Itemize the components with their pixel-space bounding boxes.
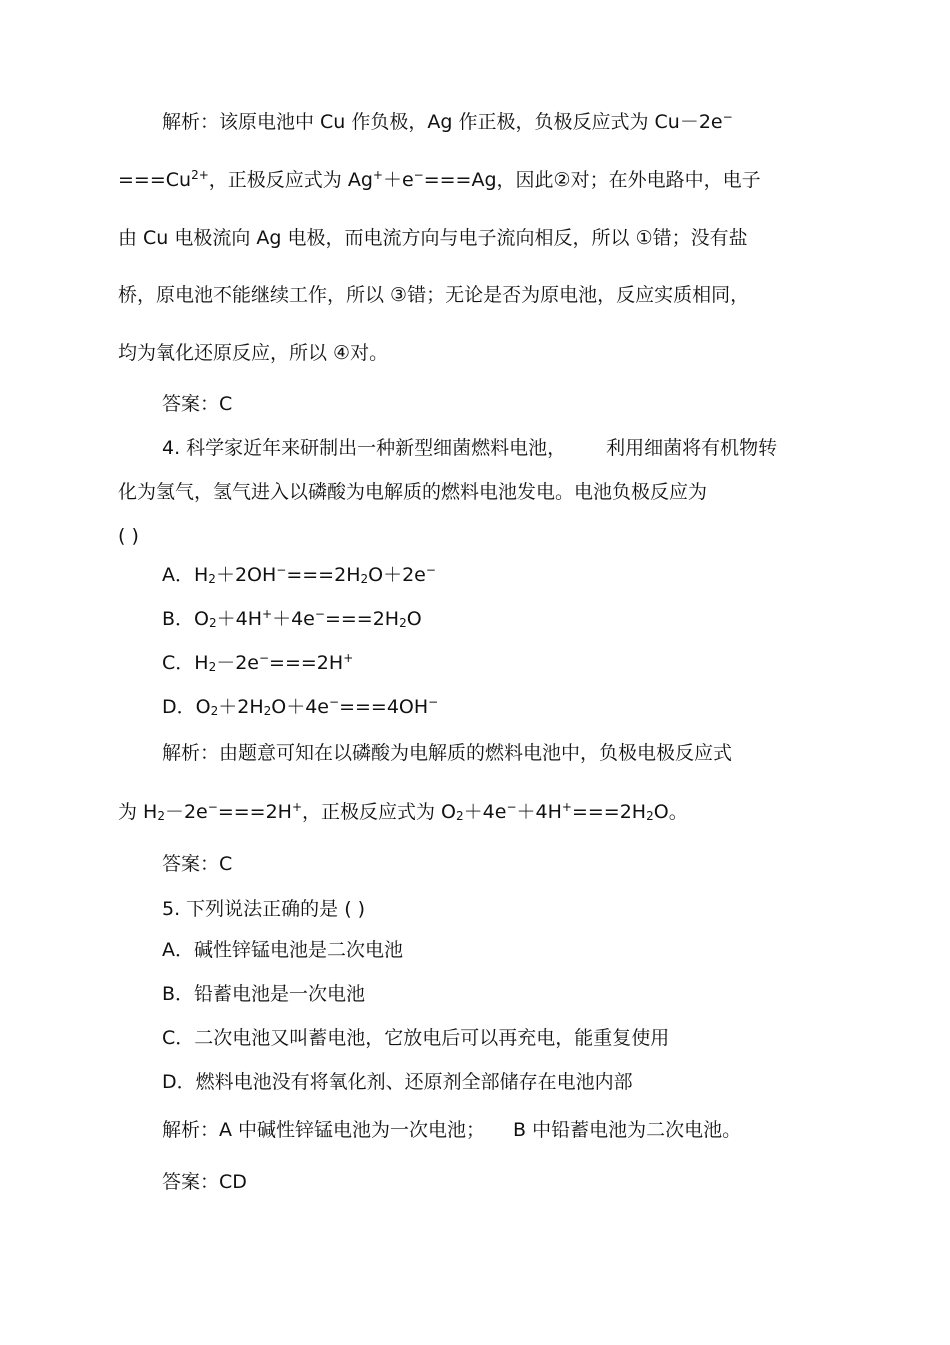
text-run: ===2H [217,801,292,823]
subscript: 2 [208,572,216,586]
text-run: ===2H [571,801,647,823]
subscript: 2 [157,809,165,823]
text-run: O。 [653,801,688,823]
analysis-line: 由 Cu 电极流向 Ag 电极，而电流方向与电子流向相反，所以 ①错；没有盐 [118,227,748,249]
text-run: 为 H [118,801,158,823]
analysis-line: 均为氧化还原反应，所以 ④对。 [118,342,389,364]
analysis-line [118,168,761,192]
option-c: C．二次电池又叫蓄电池，它放电后可以再充电，能重复使用 [162,1027,670,1049]
text-run: O＋2e [368,564,426,586]
text-run: ＋4e [272,608,315,630]
analysis-line [162,1118,741,1142]
superscript: + [262,607,273,621]
superscript: − [207,800,218,814]
text-run: ===2H [269,652,344,674]
superscript: − [276,563,287,577]
superscript: − [722,110,733,124]
answer: 答案：C [162,853,233,875]
text-run: ＋4H [516,801,562,823]
text-run: O [406,608,422,630]
superscript: − [258,651,270,665]
analysis-line [162,110,733,134]
superscript: − [425,563,436,577]
analysis-line [118,800,688,824]
question-stem: 5. 下列说法正确的是 ( ) [162,898,366,920]
analysis-line: 桥，原电池不能继续工作，所以 ③错；无论是否为原电池，反应实质相同， [118,284,750,306]
text-run: D．O [162,696,211,718]
subscript: 2 [263,704,272,718]
text-run: ＋4H [216,608,263,630]
question-stem: 化为氢气，氢气进入以磷酸为电解质的燃料电池发电。电池负极反应为 [118,481,708,503]
text-run: ，正极反应式为 Ag [208,169,373,191]
option-b [162,607,422,631]
answer-bracket: ( ) [118,525,139,547]
superscript: − [506,800,517,814]
text-run: ===4OH [339,696,429,718]
text-run: －2e [164,801,208,823]
superscript: + [343,651,354,665]
superscript: − [413,168,424,182]
text-run: ===2H [324,608,400,630]
text-run: 利用细菌将有机物转 [606,437,778,459]
text-run: ＋4e [463,801,507,823]
text-run: －2e [216,652,259,674]
subscript: 2 [360,572,369,586]
analysis-text: 解析：该原电池中 Cu 作负极，Ag 作正极，负极反应式为 Cu－2e [162,111,723,133]
text-run: 4. 科学家近年来研制出一种新型细菌燃料电池， [162,437,567,459]
option-d [162,695,438,719]
superscript: − [314,607,325,621]
superscript: − [329,695,340,709]
superscript: − [428,695,439,709]
text-run: A．H [162,564,209,586]
text-run: O＋4e [271,696,329,718]
text-run: B．O [162,608,209,630]
text-run: ，正极反应式为 O [302,801,457,823]
subscript: 2 [209,616,217,630]
option-a [162,563,436,587]
answer: 答案：C [162,393,233,415]
text-run: ===Ag，因此②对；在外电路中，电子 [423,169,761,191]
text-run: 解析：A 中碱性锌锰电池为一次电池； [162,1119,486,1141]
option-a: A．碱性锌锰电池是二次电池 [162,939,403,961]
text-run: ===2H [286,564,361,586]
text-run: ＋2H [218,696,264,718]
superscript: + [561,800,572,814]
subscript: 2 [456,809,464,823]
answer: 答案：CD [162,1171,247,1193]
subscript: 2 [646,809,654,823]
option-b: B．铅蓄电池是一次电池 [162,983,366,1005]
superscript: + [372,168,383,182]
subscript: 2 [399,616,407,630]
question-stem [162,436,777,460]
option-c [162,651,353,675]
superscript: + [291,800,303,814]
superscript: 2+ [191,168,209,182]
option-d: D．燃料电池没有将氧化剂、还原剂全部储存在电池内部 [162,1071,633,1093]
analysis-line: 解析：由题意可知在以磷酸为电解质的燃料电池中，负极电极反应式 [162,742,733,764]
subscript: 2 [210,704,219,718]
text-run: ===Cu [118,169,192,191]
text-run: ＋2OH [215,564,277,586]
subscript: 2 [208,660,217,674]
text-run: B 中铅蓄电池为二次电池。 [513,1119,742,1141]
text-run: C．H [162,652,209,674]
text-run: ＋e [382,169,414,191]
